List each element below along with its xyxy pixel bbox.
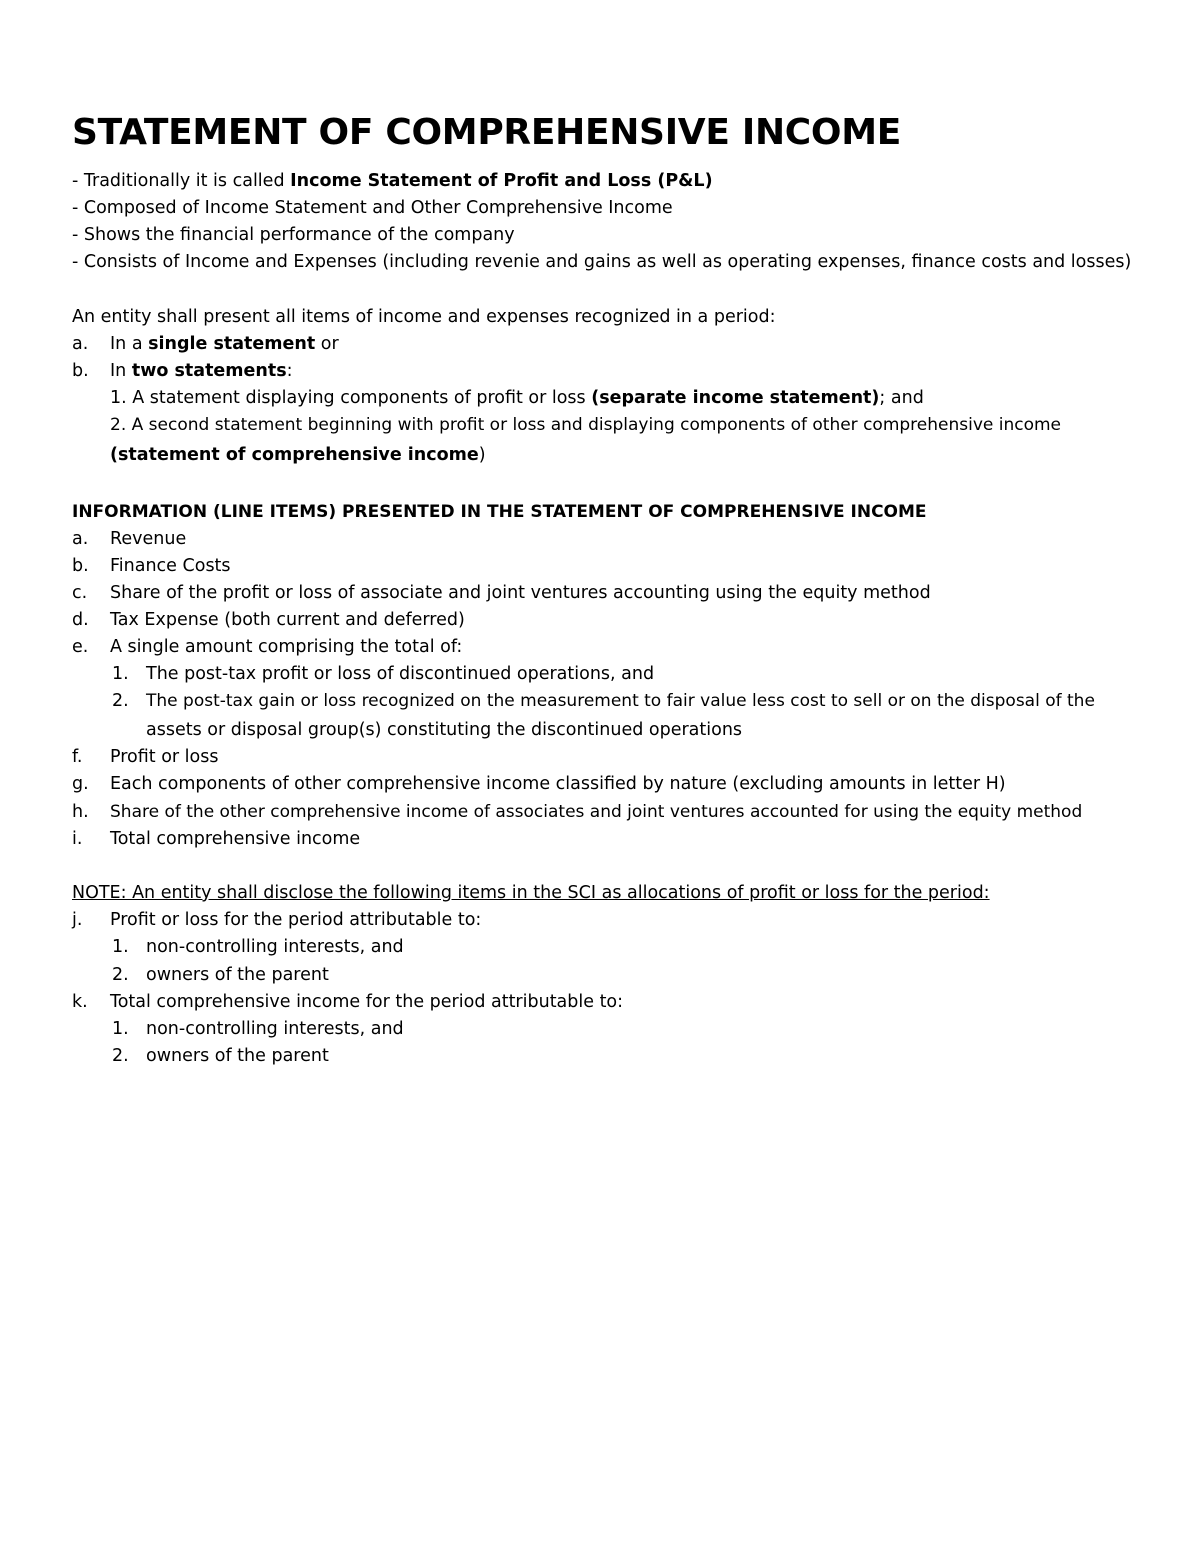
info-label-c: c. (72, 583, 88, 603)
note-label-j: j. (72, 910, 83, 930)
information-heading: INFORMATION (LINE ITEMS) PRESENTED IN THE STATEMENT OF COMPREHENSIVE INCOME (72, 502, 927, 522)
note-label-k: k. (72, 992, 88, 1012)
info-label-a: a. (72, 529, 89, 549)
statement-1-bold: (separate income statement) (591, 388, 880, 408)
note-item-j: Profit or loss for the period attributable to: (110, 910, 482, 930)
note-j-sub-label-2: 2. (112, 965, 129, 985)
statement-2-cont (110, 444, 486, 466)
statement-1 (110, 387, 924, 409)
info-e-sub-1: The post-tax profit or loss of discontinued operations, and (146, 664, 655, 684)
note-heading: NOTE: An entity shall disclose the following items in the SCI as allocations of profit or loss for the period: (72, 883, 990, 903)
bullet-1-text: - Traditionally it is called (72, 171, 291, 191)
note-j-sub-label-1: 1. (112, 937, 129, 957)
info-item-c: Share of the profit or loss of associate and joint ventures accounting using the equity method (110, 583, 931, 603)
presentation-item-b (110, 360, 293, 382)
statement-2-post: ) (478, 445, 486, 465)
info-label-b: b. (72, 556, 89, 576)
bullet-3: - Shows the financial performance of the company (72, 225, 515, 245)
info-e-sub-label-2: 2. (112, 691, 129, 711)
bullet-1 (72, 170, 713, 192)
note-k-sub-1: non-controlling interests, and (146, 1019, 404, 1039)
item-b-pre: In (110, 361, 132, 381)
item-a-bold: single statement (148, 334, 316, 354)
presentation-intro: An entity shall present all items of income and expenses recognized in a period: (72, 307, 776, 327)
statement-2-bold: (statement of comprehensive income (110, 445, 479, 465)
info-e-sub-2-cont: assets or disposal group(s) constituting the discontinued operations (146, 720, 743, 740)
info-item-e: A single amount comprising the total of: (110, 637, 463, 657)
note-item-k: Total comprehensive income for the period attributable to: (110, 992, 624, 1012)
item-b-bold: two statements (131, 361, 287, 381)
bullet-1-bold: Income Statement of Profit and Loss (P&L) (290, 171, 713, 191)
note-k-sub-label-2: 2. (112, 1046, 129, 1066)
note-k-sub-label-1: 1. (112, 1019, 129, 1039)
statement-2: 2. A second statement beginning with profit or loss and displaying components of other comprehensive income (110, 415, 1062, 435)
info-e-sub-label-1: 1. (112, 664, 129, 684)
info-item-h: Share of the other comprehensive income of associates and joint ventures accounted for using the equity method (110, 802, 1083, 822)
info-item-i: Total comprehensive income (110, 829, 361, 849)
info-item-f: Profit or loss (110, 747, 219, 767)
bullet-4: - Consists of Income and Expenses (including revenie and gains as well as operating expenses, finance costs and losses) (72, 252, 1132, 272)
info-e-sub-2: The post-tax gain or loss recognized on the measurement to fair value less cost to sell or on the disposal of the (146, 691, 1095, 711)
info-item-b: Finance Costs (110, 556, 231, 576)
note-j-sub-2: owners of the parent (146, 965, 329, 985)
info-item-g: Each components of other comprehensive income classified by nature (excluding amounts in letter H) (110, 774, 1006, 794)
note-k-sub-2: owners of the parent (146, 1046, 329, 1066)
statement-1-pre: 1. A statement displaying components of profit or loss (110, 388, 592, 408)
item-a-post: or (315, 334, 339, 354)
info-label-h: h. (72, 802, 89, 822)
note-j-sub-1: non-controlling interests, and (146, 937, 404, 957)
info-label-d: d. (72, 610, 89, 630)
list-label-a: a. (72, 334, 89, 354)
page-title: STATEMENT OF COMPREHENSIVE INCOME (72, 112, 902, 153)
statement-1-post: ; and (879, 388, 924, 408)
item-a-pre: In a (110, 334, 149, 354)
info-item-a: Revenue (110, 529, 187, 549)
bullet-2: - Composed of Income Statement and Other Comprehensive Income (72, 198, 673, 218)
list-label-b: b. (72, 361, 89, 381)
info-item-d: Tax Expense (both current and deferred) (110, 610, 465, 630)
item-b-post: : (286, 361, 293, 381)
info-label-i: i. (72, 829, 83, 849)
info-label-g: g. (72, 774, 89, 794)
presentation-item-a (110, 333, 339, 355)
info-label-f: f. (72, 747, 83, 767)
info-label-e: e. (72, 637, 89, 657)
